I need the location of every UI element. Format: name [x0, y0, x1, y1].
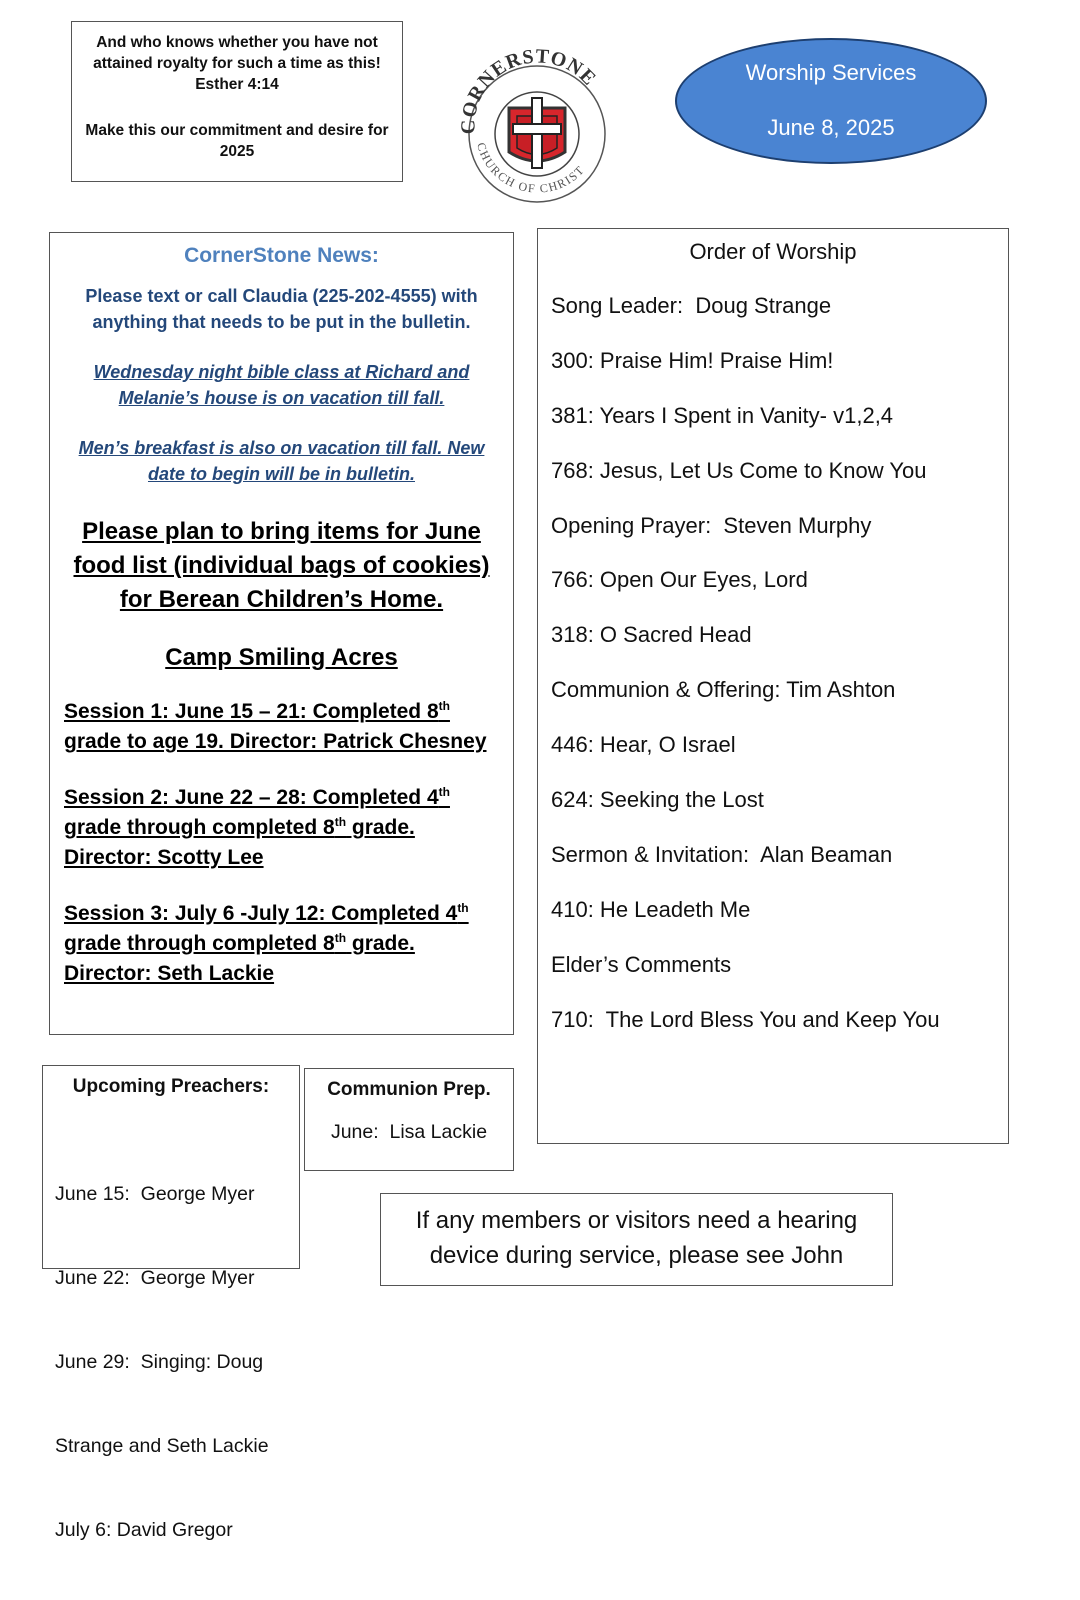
camp-title: Camp Smiling Acres [165, 644, 398, 671]
order-item: 624: Seeking the Lost [551, 787, 764, 812]
upcoming-preachers-box [42, 1065, 300, 1541]
services-date: June 8, 2025 [767, 115, 895, 140]
order-title: Order of Worship [689, 239, 857, 264]
verse-text: And who knows whether you have not attained royalty for such a time as this! [93, 34, 381, 72]
order-item: 446: Hear, O Israel [551, 732, 736, 757]
order-item: 318: O Sacred Head [551, 622, 752, 647]
logo-arc-bottom: CHURCH OF CHRIST [473, 140, 588, 196]
order-item: 381: Years I Spent in Vanity- v1,2,4 [551, 403, 894, 428]
order-item: 300: Praise Him! Praise Him! [551, 348, 834, 373]
preacher-line: Strange and Seth Lackie [55, 1435, 269, 1457]
communion-title: Communion Prep. [327, 1079, 491, 1100]
preacher-line: June 15: George Myer [55, 1183, 255, 1205]
news-contact: Please text or call Claudia (225-202-4555) with anything that needs to be put in the bulletin. [85, 286, 478, 332]
preacher-line: June 29: Singing: Doug [55, 1351, 264, 1373]
verse-box [71, 21, 403, 182]
news-title: CornerStone News: [184, 244, 379, 267]
order-item: 410: He Leadeth Me [551, 897, 751, 922]
worship-services-badge [675, 38, 987, 164]
order-item: 710: The Lord Bless You and Keep You [551, 1007, 940, 1032]
commitment-text: Make this our commitment and desire for 2025 [85, 122, 389, 160]
order-item: Elder’s Comments [551, 952, 732, 977]
news-note-bible-class: Wednesday night bible class at Richard and Melanie’s house is on vacation till fall. [93, 362, 470, 408]
order-item: Song Leader: Doug Strange [551, 293, 832, 318]
order-item: Opening Prayer: Steven Murphy [551, 513, 872, 538]
hearing-text: If any members or visitors need a hearing device during service, please see John [415, 1207, 858, 1269]
order-item: Communion & Offering: Tim Ashton [551, 677, 896, 702]
order-of-worship-box [537, 228, 1009, 1144]
news-note-breakfast: Men’s breakfast is also on vacation till fall. New date to begin will be in bulletin. [78, 438, 485, 484]
communion-value: June: Lisa Lackie [330, 1121, 488, 1143]
cornerstone-logo [455, 48, 620, 208]
hearing-device-notice [380, 1193, 893, 1286]
order-item: 766: Open Our Eyes, Lord [551, 567, 808, 592]
services-title: Worship Services [745, 60, 917, 85]
news-food-drive: Please plan to bring items for June food list (individual bags of cookies) for Berean Children’s Home. [73, 518, 490, 613]
communion-prep-box [304, 1068, 514, 1171]
news-box [49, 232, 514, 1035]
logo-arc-top: CORNERSTONE [457, 48, 601, 135]
preachers-title: Upcoming Preachers: [72, 1076, 270, 1097]
cross-emblem-icon [509, 98, 565, 168]
camp-session-1: Session 1: June 15 – 21: Completed 8th grade to age 19. Director: Patrick Chesney [64, 699, 487, 753]
order-item: Sermon & Invitation: Alan Beaman [551, 842, 893, 867]
verse-reference: Esther 4:14 [195, 76, 279, 93]
camp-session-2: Session 2: June 22 – 28: Completed 4th grade through completed 8th grade. Director: Scotty Lee [64, 785, 450, 869]
preacher-line: June 22: George Myer [55, 1267, 255, 1289]
order-item: 768: Jesus, Let Us Come to Know You [551, 458, 927, 483]
camp-session-3: Session 3: July 6 -July 12: Completed 4th grade through completed 8th grade. Director: Seth Lackie [64, 901, 469, 985]
preacher-line: July 6: David Gregor [55, 1519, 233, 1541]
